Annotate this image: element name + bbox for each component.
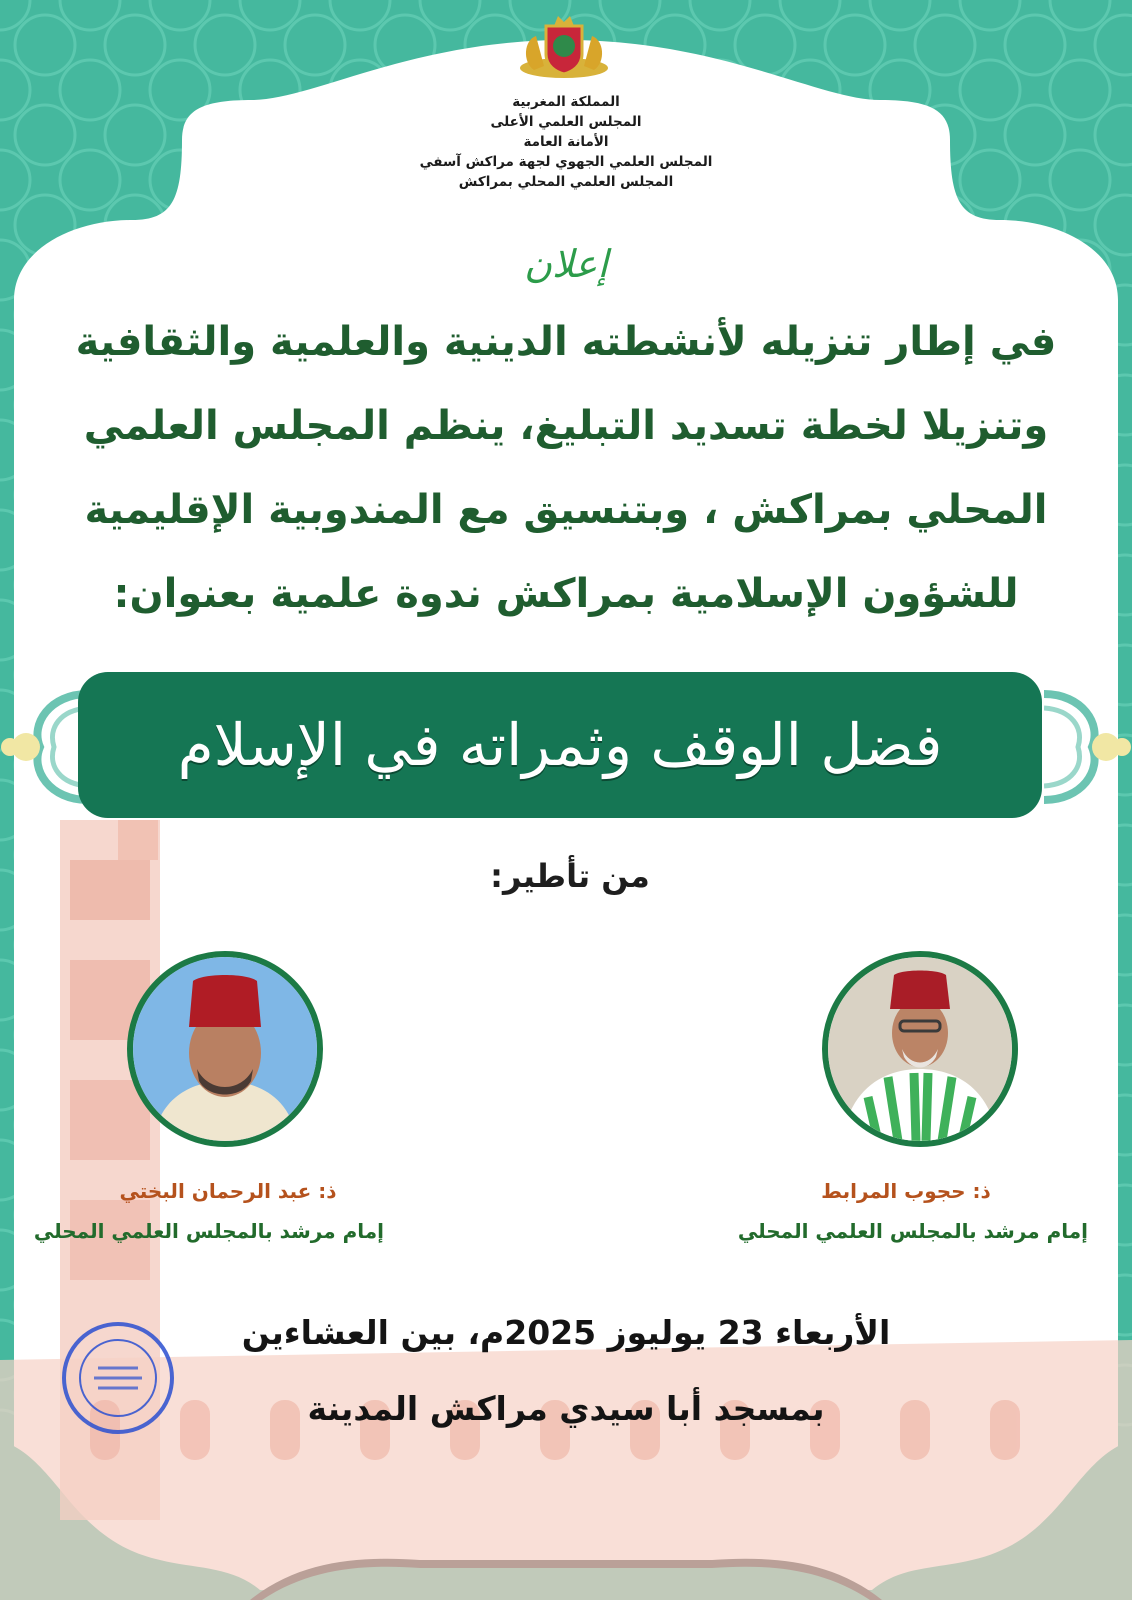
intro-paragraph: [60, 300, 1072, 636]
official-stamp-icon: [58, 1318, 178, 1438]
speaker-role: إمام مرشد بالمجلس العلمي المحلي: [737, 1219, 1088, 1243]
header-line: المجلس العلمي المحلي بمراكش: [458, 174, 674, 190]
header-line: المجلس العلمي الأعلى: [490, 114, 642, 130]
header-line: الأمانة العامة: [523, 134, 609, 150]
issuing-bodies: [366, 92, 766, 192]
speaker-portrait: [822, 951, 1018, 1147]
speaker-name: ذ: عبد الرحمان البختي: [119, 1179, 337, 1203]
intro-line: في إطار تنزيله لأنشطته الدينية والعلمية والثقافية: [75, 319, 1057, 365]
event-date: الأربعاء 23 يوليوز 2025م، بين العشاءين: [241, 1313, 891, 1352]
event-venue: بمسجد أبا سيدي مراكش المدينة: [307, 1389, 825, 1428]
left-ornament-icon: [0, 684, 88, 810]
announcement-heading: إعلان: [524, 242, 608, 286]
right-ornament-icon: [1044, 684, 1132, 810]
speaker-portrait: [127, 951, 323, 1147]
intro-line: المحلي بمراكش ، وبتنسيق مع المندوبية الإقليمية: [84, 487, 1048, 533]
speaker-name: ذ: حجوب المرابط: [821, 1179, 991, 1203]
framing-label: من تأطير:: [490, 857, 650, 895]
intro-line: وتنزيلا لخطة تسديد التبليغ، ينظم المجلس العلمي: [83, 403, 1049, 449]
seminar-title: فضل الوقف وثمراته في الإسلام: [177, 711, 943, 779]
intro-line: للشؤون الإسلامية بمراكش ندوة علمية بعنوان:: [113, 571, 1019, 617]
header-line: المجلس العلمي الجهوي لجهة مراكش آسفي: [419, 154, 713, 170]
morocco-coat-of-arms-icon: [514, 6, 614, 88]
title-banner: [78, 672, 1042, 818]
speaker-role: إمام مرشد بالمجلس العلمي المحلي: [33, 1219, 384, 1243]
koutoubia-minaret-illustration: [0, 820, 1132, 1600]
header-line: المملكة المغربية: [512, 94, 620, 110]
